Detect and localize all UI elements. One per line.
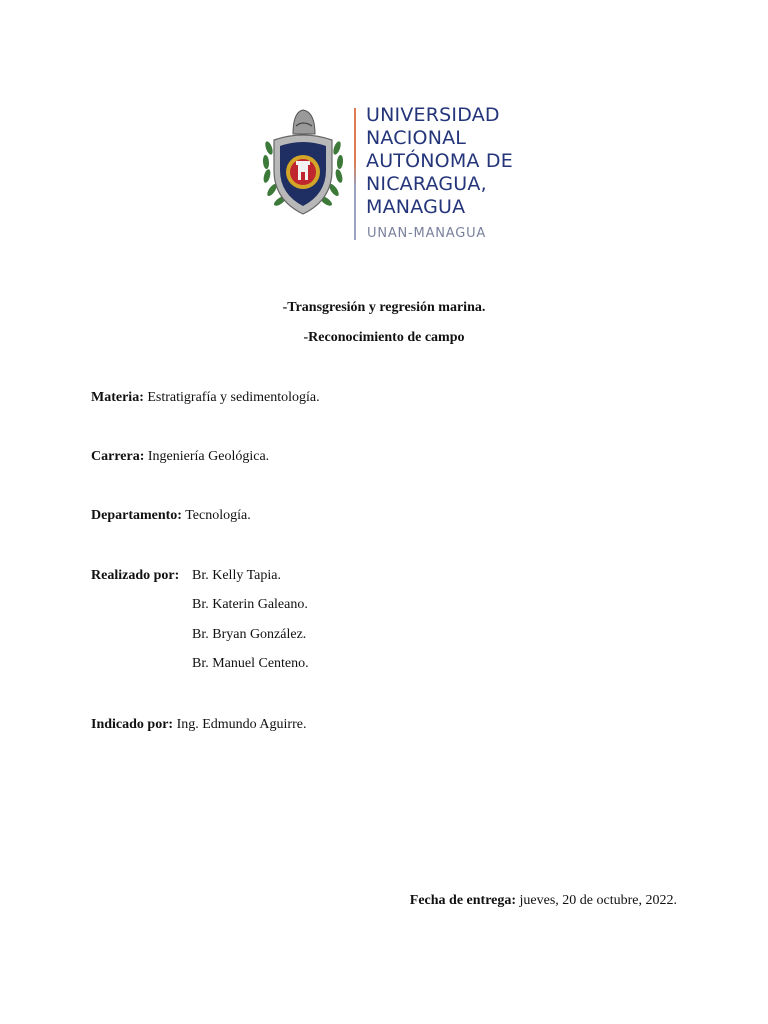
university-name-line: UNIVERSIDAD	[366, 104, 500, 126]
university-name	[366, 104, 513, 219]
university-logo	[236, 98, 536, 248]
logo-divider	[354, 108, 356, 240]
university-name-line: AUTÓNOMA DE	[366, 150, 513, 172]
delivery-date	[410, 893, 677, 909]
materia-value: Estratigrafía y sedimentología.	[147, 390, 320, 405]
university-crest-icon	[260, 104, 346, 222]
author-item: Br. Manuel Centeno.	[192, 656, 309, 671]
indicado-field	[91, 717, 306, 733]
university-name-line: NACIONAL	[366, 127, 467, 149]
university-name-line: NICARAGUA,	[366, 173, 487, 195]
document-subtitle: -Reconocimiento de campo	[303, 330, 465, 345]
indicado-label: Indicado por:	[91, 717, 174, 732]
author-item: Br. Bryan González.	[192, 627, 307, 642]
materia-field	[91, 390, 320, 406]
realizado-field	[91, 568, 179, 584]
departamento-field	[91, 508, 251, 524]
departamento-value: Tecnología.	[185, 508, 251, 523]
realizado-label: Realizado por:	[91, 568, 180, 583]
author-item: Br. Kelly Tapia.	[192, 568, 281, 583]
document-title: -Transgresión y regresión marina.	[282, 300, 486, 315]
departamento-label: Departamento:	[91, 508, 182, 523]
materia-label: Materia:	[91, 390, 144, 405]
indicado-value: Ing. Edmundo Aguirre.	[176, 717, 307, 732]
carrera-label: Carrera:	[91, 449, 145, 464]
fecha-value: jueves, 20 de octubre, 2022.	[519, 893, 677, 908]
carrera-field	[91, 449, 269, 465]
university-name-line: MANAGUA	[366, 196, 466, 218]
fecha-label: Fecha de entrega:	[409, 893, 517, 908]
university-short-name: UNAN-MANAGUA	[367, 226, 487, 241]
author-item: Br. Katerin Galeano.	[192, 597, 308, 612]
carrera-value: Ingeniería Geológica.	[147, 449, 270, 464]
